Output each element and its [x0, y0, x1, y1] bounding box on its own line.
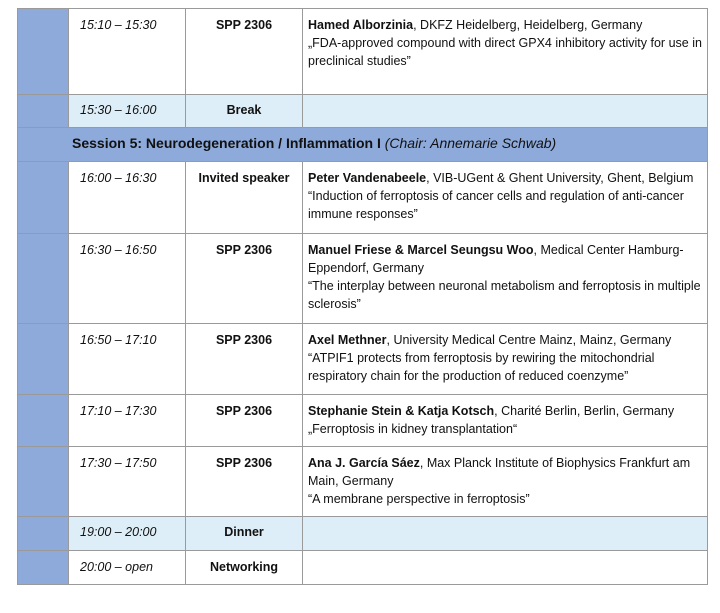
row-stripe — [18, 9, 69, 95]
talk-title: “The interplay between neuronal metabolism and ferroptosis in multiple sclerosis” — [308, 279, 701, 311]
slot-type: SPP 2306 — [186, 395, 303, 447]
time-slot: 17:30 – 17:50 — [69, 447, 186, 517]
talk-title: “Induction of ferroptosis of cancer cells and regulation of anti-cancer immune responses” — [308, 189, 684, 221]
slot-type: Dinner — [186, 517, 303, 551]
row-stripe — [18, 162, 69, 234]
time-slot: 19:00 – 20:00 — [69, 517, 186, 551]
session-header-row — [18, 128, 708, 162]
speaker-affiliation: , University Medical Centre Mainz, Mainz, Germany — [386, 333, 672, 347]
table-row — [18, 95, 708, 128]
table-row — [18, 395, 708, 447]
talk-detail — [303, 447, 708, 517]
talk-title: „FDA-approved compound with direct GPX4 inhibitory activity for use in preclinical studies” — [308, 36, 702, 68]
slot-type: Networking — [186, 551, 303, 585]
row-stripe — [18, 517, 69, 551]
talk-detail — [303, 234, 708, 324]
schedule-table — [17, 8, 708, 585]
talk-title: “ATPIF1 protects from ferroptosis by rewiring the mitochondrial respiratory chain for the production of reduced coenzyme” — [308, 351, 655, 383]
speaker-name: Manuel Friese & Marcel Seungsu Woo — [308, 243, 534, 257]
table-row — [18, 447, 708, 517]
speaker-name: Ana J. García Sáez — [308, 456, 420, 470]
time-slot: 15:30 – 16:00 — [69, 95, 186, 128]
talk-detail — [303, 395, 708, 447]
row-stripe — [18, 551, 69, 585]
speaker-name: Axel Methner — [308, 333, 387, 347]
row-stripe — [18, 395, 69, 447]
row-stripe — [18, 95, 69, 128]
slot-type: Break — [186, 95, 303, 128]
speaker-affiliation: , VIB-UGent & Ghent University, Ghent, Belgium — [426, 171, 694, 185]
talk-detail — [303, 324, 708, 395]
session-title: Session 5: Neurodegeneration / Inflammation I — [72, 135, 381, 151]
time-slot: 16:50 – 17:10 — [69, 324, 186, 395]
table-row — [18, 9, 708, 95]
speaker-affiliation: , Medical Center Hamburg-Eppendorf, Germany — [308, 243, 684, 275]
slot-type: SPP 2306 — [186, 9, 303, 95]
slot-type: Invited speaker — [186, 162, 303, 234]
table-row — [18, 162, 708, 234]
table-row — [18, 517, 708, 551]
talk-detail — [303, 517, 708, 551]
speaker-affiliation: , Charité Berlin, Berlin, Germany — [494, 404, 675, 418]
talk-detail — [303, 95, 708, 128]
session-chair: (Chair: Annemarie Schwab) — [384, 135, 557, 151]
talk-detail — [303, 551, 708, 585]
speaker-name: Peter Vandenabeele — [308, 171, 427, 185]
row-stripe — [18, 447, 69, 517]
row-stripe — [18, 324, 69, 395]
time-slot: 20:00 – open — [69, 551, 186, 585]
talk-title: “A membrane perspective in ferroptosis” — [308, 492, 530, 506]
table-row — [18, 551, 708, 585]
slot-type: SPP 2306 — [186, 324, 303, 395]
speaker-name: Stephanie Stein & Katja Kotsch — [308, 404, 495, 418]
speaker-affiliation: , DKFZ Heidelberg, Heidelberg, Germany — [413, 18, 643, 32]
time-slot: 15:10 – 15:30 — [69, 9, 186, 95]
row-stripe — [18, 234, 69, 324]
time-slot: 16:30 – 16:50 — [69, 234, 186, 324]
speaker-name: Hamed Alborzinia — [308, 18, 414, 32]
speaker-affiliation: , Max Planck Institute of Biophysics Frankfurt am Main, Germany — [308, 456, 691, 488]
talk-title: „Ferroptosis in kidney transplantation“ — [308, 422, 518, 436]
slot-type: SPP 2306 — [186, 447, 303, 517]
table-row — [18, 234, 708, 324]
time-slot: 16:00 – 16:30 — [69, 162, 186, 234]
talk-detail — [303, 162, 708, 234]
time-slot: 17:10 – 17:30 — [69, 395, 186, 447]
session-header — [18, 128, 708, 162]
slot-type: SPP 2306 — [186, 234, 303, 324]
table-row — [18, 324, 708, 395]
talk-detail — [303, 9, 708, 95]
